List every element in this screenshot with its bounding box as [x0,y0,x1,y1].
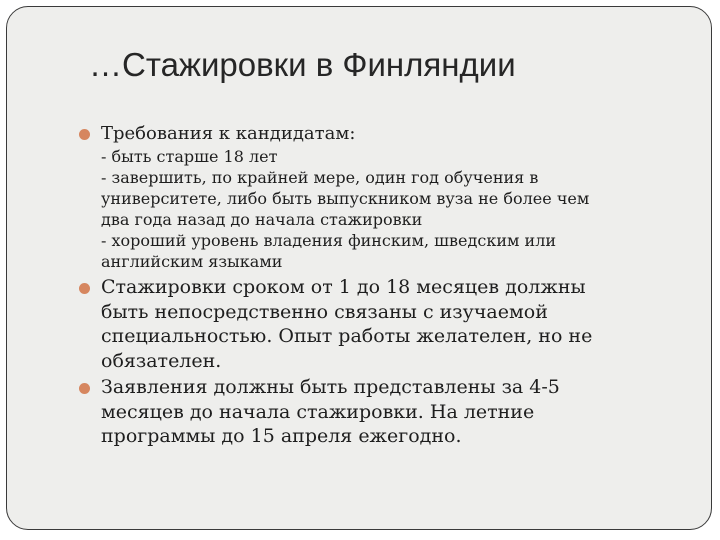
bullet-subline: - быть старше 18 лет [101,147,278,166]
bullet-subline: - хороший уровень владения финским, шведским или [101,231,557,250]
bullet-requirements [79,122,679,272]
bullet-line: обязателен. [101,349,222,372]
bullet-line: программы до 15 апреля ежегодно. [101,425,462,447]
slide-title: …Стажировки в Финляндии [89,46,516,83]
slide-content [79,122,679,449]
bullet-line: Стажировки сроком от 1 до 18 месяцев должны [101,276,586,298]
bullet-heading: Требования к кандидатам: [101,123,356,144]
slide-frame [6,6,712,530]
bullet-dot-icon [79,383,90,394]
bullet-subline: два года назад до начала стажировки [101,210,423,229]
bullet-line: быть непосредственно связаны с изучаемой [101,300,548,323]
bullet-dot-icon [79,129,90,140]
bullet-line: специальностью. Опыт работы желателен, но не [101,325,593,347]
bullet-subline: английским языками [101,252,283,271]
bullet-line: Заявления должны быть представлены за 4-5 [101,376,560,398]
bullet-duration [79,275,679,373]
bullet-line: месяцев до начала стажировки. На летние [101,400,535,423]
bullet-dot-icon [79,283,90,294]
bullet-subline: университете, либо быть выпускником вуза не более чем [101,189,590,208]
bullet-subline: - завершить, по крайней мере, один год обучения в [101,168,539,187]
bullet-applications [79,375,679,449]
